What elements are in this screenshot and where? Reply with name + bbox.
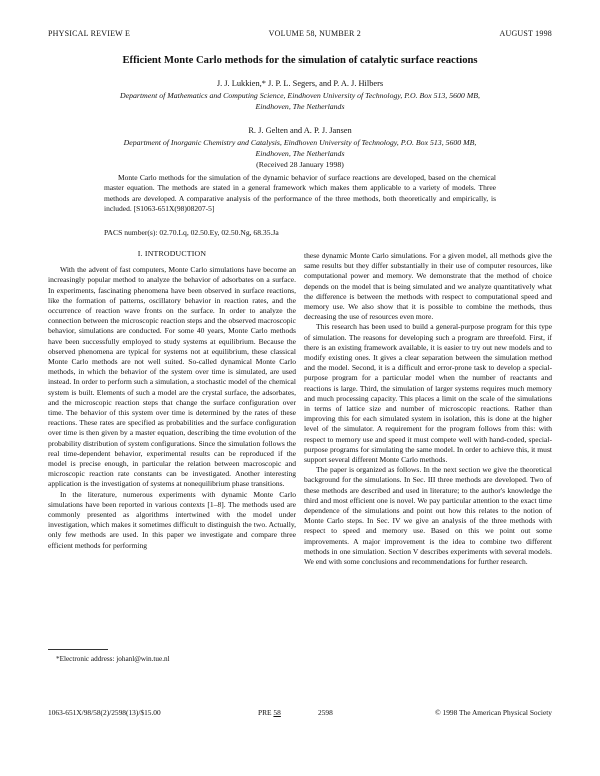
paper-title: Efficient Monte Carlo methods for the simulation of catalytic surface reactions — [122, 55, 478, 66]
article-code: 1063-651X/98/58(2)/2598(13)/$15.00 — [48, 708, 161, 717]
affiliation-1-line-2: Eindhoven, The Netherlands — [255, 101, 345, 111]
left-paragraph-2: In the literature, numerous experiments with dynamic Monte Carlo simulations have been reported in various contexts [1–8]. The methods used are commonly presented as algorithms intertwined with the model under investigation, which makes it sometimes difficult to distinguish the two. Actually, only few methods are used. In this paper we investigate and compare three efficient methods for performing — [48, 489, 296, 550]
right-paragraph-1: these dynamic Monte Carlo simulations. For a given model, all methods give the same results but they differ substantially in their use of computer resources, like computational power and memory. We demonstrate that the method of choice depends on the model that is being simulated and we analyze quantitatively what the difference is between the methods with respect to computational speed and memory use. We also show that it is possible to combine the methods, thus decreasing the use of resources even more. — [304, 251, 552, 322]
copyright: © 1998 The American Physical Society — [435, 708, 552, 717]
footnote: *Electronic address: johanl@win.tue.nl — [56, 655, 170, 663]
journal-name: PHYSICAL REVIEW E — [48, 29, 131, 38]
authors-group-1: J. J. Lukkien,* J. P. L. Segers, and P. A. J. Hilbers — [216, 79, 384, 88]
running-header — [48, 29, 552, 41]
issue-date: AUGUST 1998 — [499, 29, 552, 38]
abstract: Monte Carlo methods for the simulation of the dynamic behavior of surface reactions are developed, based on the chemical master equation. The methods are stated in a general framework which makes them applicable to a variety of models. Three methods are developed. A comparative analysis of the performance of the three methods, both theoretically and empirically, is included. [S1063-651X(98)08207-5] — [104, 173, 496, 214]
page-footer — [48, 708, 552, 717]
journal-abbrev: PRE — [258, 708, 272, 717]
affiliation-2-line-2: Eindhoven, The Netherlands — [255, 148, 345, 158]
left-column — [48, 249, 296, 551]
authors-group-2: R. J. Gelten and A. P. J. Jansen — [248, 126, 352, 135]
affiliation-1-line-1: Department of Mathematics and Computing Science, Eindhoven University of Technology, P.O. Box 513, 5600 MB, — [120, 91, 480, 100]
received-date: (Received 28 January 1998) — [256, 160, 344, 169]
journal-citation — [258, 708, 318, 717]
right-column — [304, 251, 552, 567]
volume-number: VOLUME 58, NUMBER 2 — [268, 29, 361, 38]
right-paragraph-3: The paper is organized as follows. In the next section we give the theoretical background for the simulations. In Sec. III three methods are developed. Two of these methods are described and used in literature; to the author's knowledge the third and most efficient one is novel. We pay particular attention to the exact time dependence of the simulations and point out how this relates to the notion of Monte Carlo steps. In Sec. IV we give an analysis of the three methods with respect to speed and memory use. Based on this we point out some improvements. A major improvement is the idea to combine two different methods in one simulation. Section V describes experiments with several models. We end with some conclusions and recommendations for further research. — [304, 465, 552, 567]
section-heading: I. INTRODUCTION — [137, 249, 207, 258]
journal-volume: 58 — [273, 708, 281, 717]
affiliation-2 — [60, 138, 540, 159]
right-paragraph-2: This research has been used to build a general-purpose program for this type of simulation. The reasons for developing such a program are threefold. First, if there is an existing framework available, it is easier to try out new models and to modify existing ones. It gives a clear separation between the simulation method and the model. Second, it is a difficult and error-prone task to develop a special-purpose program for a particular model when the number of reactants and reactions is large. Third, the simulation of larger systems requires much memory and much processing capacity. This places a limit on the scale of the simulations in terms of lattice size and number of microscopic reactions. Rather than improving this for each simulated system in isolation, this is done at the higher level of the simulator. A requirement for the program follows from this: with respect to memory use and speed it must compete well with hand-coded, special-purpose programs for simulating the same model. In order to achieve this, it must support several different Monte Carlo methods. — [304, 322, 552, 465]
page-number: 2598 — [318, 708, 333, 717]
affiliation-2-line-1: Department of Inorganic Chemistry and Catalysis, Eindhoven University of Technology, P.O. Box 513, 5600 MB, — [123, 138, 477, 147]
pacs-numbers: PACS number(s): 02.70.Lq, 02.50.Ey, 02.50.Ng, 68.35.Ja — [104, 228, 279, 237]
footnote-divider — [48, 649, 108, 650]
affiliation-1 — [60, 91, 540, 112]
left-paragraph-1: With the advent of fast computers, Monte Carlo simulations have become an increasingly popular method to analyze the behavior of adsorbates on a surface. In experiments, fascinating phenomena have been observed in surface reactions, like the formation of patterns, oscillatory behavior in reaction rates, and the occurrence of reaction wave fronts on the surface. In order to analyze the connection between the microscopic reaction steps and the observed macroscopic behavior, simulations are conducted. For some 40 years, Monte Carlo methods have been successfully employed to study systems at equilibrium. Because the observed phenomena are typical for systems not at equilibrium, these classical Monte Carlo methods are not well suited. So-called dynamical Monte Carlo methods, in which the behavior of the system over time is simulated, are used instead. In order to perform such a simulation, a stochastic model of the chemical system is built. Elements of such a model are the crystal surface, the adsorbates, and the microscopic reaction steps that change the surface configuration over time. The behavior of this system over time is determined by the rates of these reactions. These rates are specified as probabilities and the surface configuration over time is then given by a master equation, describing the time evolution of the probability distribution of system configurations. Since the simulation follows the real time-dependent behavior, experimental results can be reproduced if the model is precise enough, in particular the relation between macroscopic and microscopic reaction rate constants can be investigated. Another interesting application is the investigation of systems at nonequilibrium phase transitions. — [48, 265, 296, 489]
